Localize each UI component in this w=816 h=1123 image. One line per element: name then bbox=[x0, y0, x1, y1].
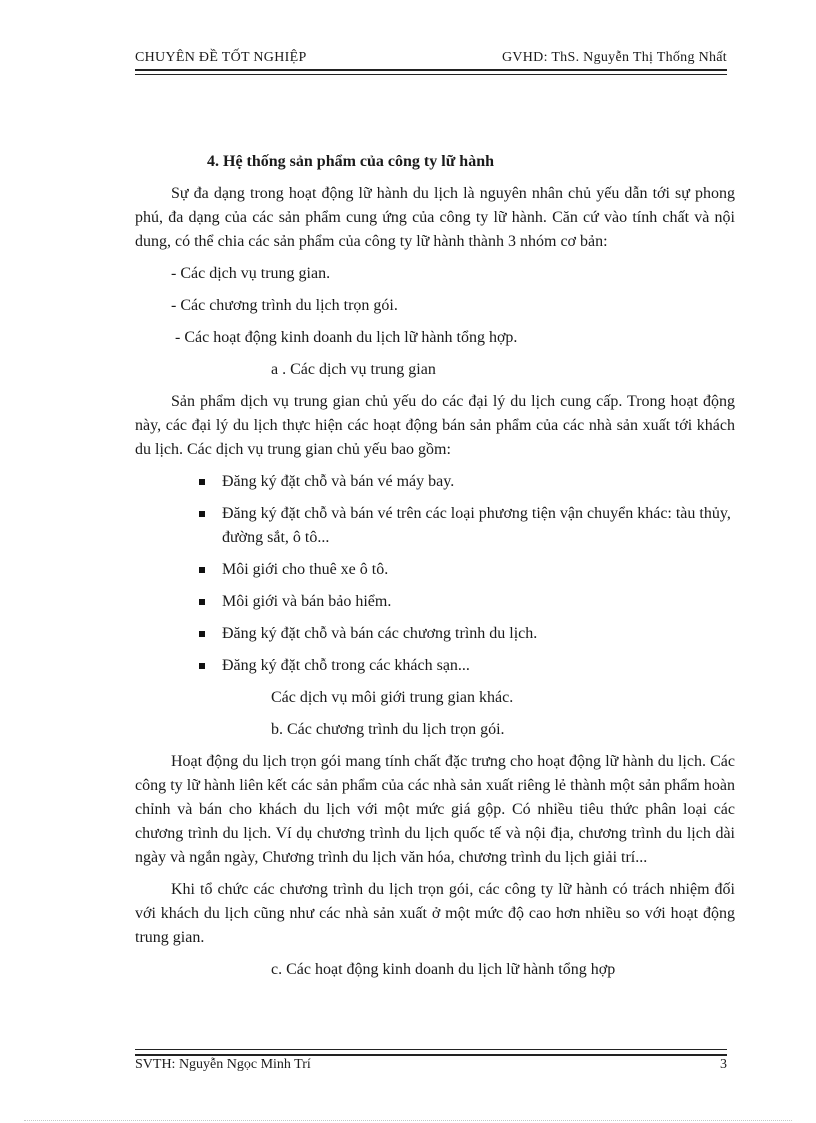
list-item bbox=[135, 654, 735, 678]
subheading-a: a . Các dịch vụ trung gian bbox=[271, 361, 436, 378]
group-item: - Các hoạt động kinh doanh du lịch lữ hành tổng hợp. bbox=[175, 329, 518, 346]
square-bullet-icon bbox=[199, 479, 205, 485]
paragraph-b1: Hoạt động du lịch trọn gói mang tính chất đặc trưng cho hoạt động lữ hành du lịch. Các công ty lữ hành liên kết các sản phẩm của các nhà sản xuất riêng lẻ thành một sản phẩm hoàn chỉnh và bán cho khách du lịch với một mức giá gộp. Có nhiều tiêu thức phân loại các chương trình du lịch. Ví dụ chương trình du lịch quốc tế và nội địa, chương trình du lịch dài ngày và ngắn ngày, Chương trình du lịch văn hóa, chương trình du lịch giải trí... bbox=[135, 753, 735, 866]
group-item: - Các chương trình du lịch trọn gói. bbox=[171, 297, 398, 314]
header-title: CHUYÊN ĐỀ TỐT NGHIỆP bbox=[135, 50, 307, 65]
document-body bbox=[135, 150, 735, 982]
footer-rule-thick bbox=[135, 1054, 727, 1056]
list-item-text: Đăng ký đặt chỗ và bán các chương trình du lịch. bbox=[222, 625, 538, 642]
footer-rule-thin bbox=[135, 1049, 727, 1050]
paragraph-a: Sản phẩm dịch vụ trung gian chủ yếu do các đại lý du lịch cung cấp. Trong hoạt động này, các đại lý du lịch thực hiện các hoạt động bán sản phẩm của các nhà sản xuất tới khách du lịch. Các dịch vụ trung gian chủ yếu bao gồm: bbox=[135, 393, 735, 458]
subheading-c: c. Các hoạt động kinh doanh du lịch lữ hành tổng hợp bbox=[271, 961, 616, 978]
page-number: 3 bbox=[720, 1057, 727, 1072]
list-item-text: Môi giới và bán bảo hiểm. bbox=[222, 593, 392, 610]
list-item bbox=[135, 622, 735, 646]
square-bullet-icon bbox=[199, 599, 205, 605]
header-rule-thick bbox=[135, 69, 727, 71]
list-item bbox=[135, 558, 735, 582]
other-services: Các dịch vụ môi giới trung gian khác. bbox=[271, 689, 514, 706]
list-item-text: Đăng ký đặt chỗ trong các khách sạn... bbox=[222, 657, 470, 674]
page-header bbox=[135, 50, 727, 70]
header-advisor: GVHD: ThS. Nguyễn Thị Thống Nhất bbox=[501, 50, 727, 65]
header-rule-thin bbox=[135, 74, 727, 75]
list-item bbox=[135, 590, 735, 614]
page-edge-divider bbox=[24, 1120, 792, 1121]
list-item bbox=[135, 470, 735, 494]
list-item-text: Đăng ký đặt chỗ và bán vé trên các loại phương tiện vận chuyển khác: tàu thủy, đường sắt, ô tô... bbox=[222, 505, 731, 546]
square-bullet-icon bbox=[199, 631, 205, 637]
section-title: 4. Hệ thống sản phẩm của công ty lữ hành bbox=[207, 153, 494, 170]
list-item bbox=[135, 502, 735, 550]
list-item-text: Môi giới cho thuê xe ô tô. bbox=[222, 561, 389, 578]
square-bullet-icon bbox=[199, 511, 205, 517]
paragraph-b2: Khi tổ chức các chương trình du lịch trọn gói, các công ty lữ hành có trách nhiệm đối với khách du lịch cũng như các nhà sản xuất ở một mức độ cao hơn nhiều so với hoạt động trung gian. bbox=[135, 881, 735, 946]
subheading-b: b. Các chương trình du lịch trọn gói. bbox=[271, 721, 505, 738]
square-bullet-icon bbox=[199, 663, 205, 669]
list-item-text: Đăng ký đặt chỗ và bán vé máy bay. bbox=[222, 473, 455, 490]
group-item: - Các dịch vụ trung gian. bbox=[171, 265, 331, 282]
services-list bbox=[135, 470, 735, 678]
page-footer bbox=[135, 1057, 727, 1077]
footer-author: SVTH: Nguyễn Ngọc Minh Trí bbox=[135, 1057, 311, 1072]
intro-paragraph: Sự đa dạng trong hoạt động lữ hành du lịch là nguyên nhân chủ yếu dẫn tới sự phong phú, đa dạng của các sản phẩm cung ứng của công ty lữ hành. Căn cứ vào tính chất và nội dung, có thể chia các sản phẩm của công ty lữ hành thành 3 nhóm cơ bản: bbox=[135, 185, 735, 250]
square-bullet-icon bbox=[199, 567, 205, 573]
